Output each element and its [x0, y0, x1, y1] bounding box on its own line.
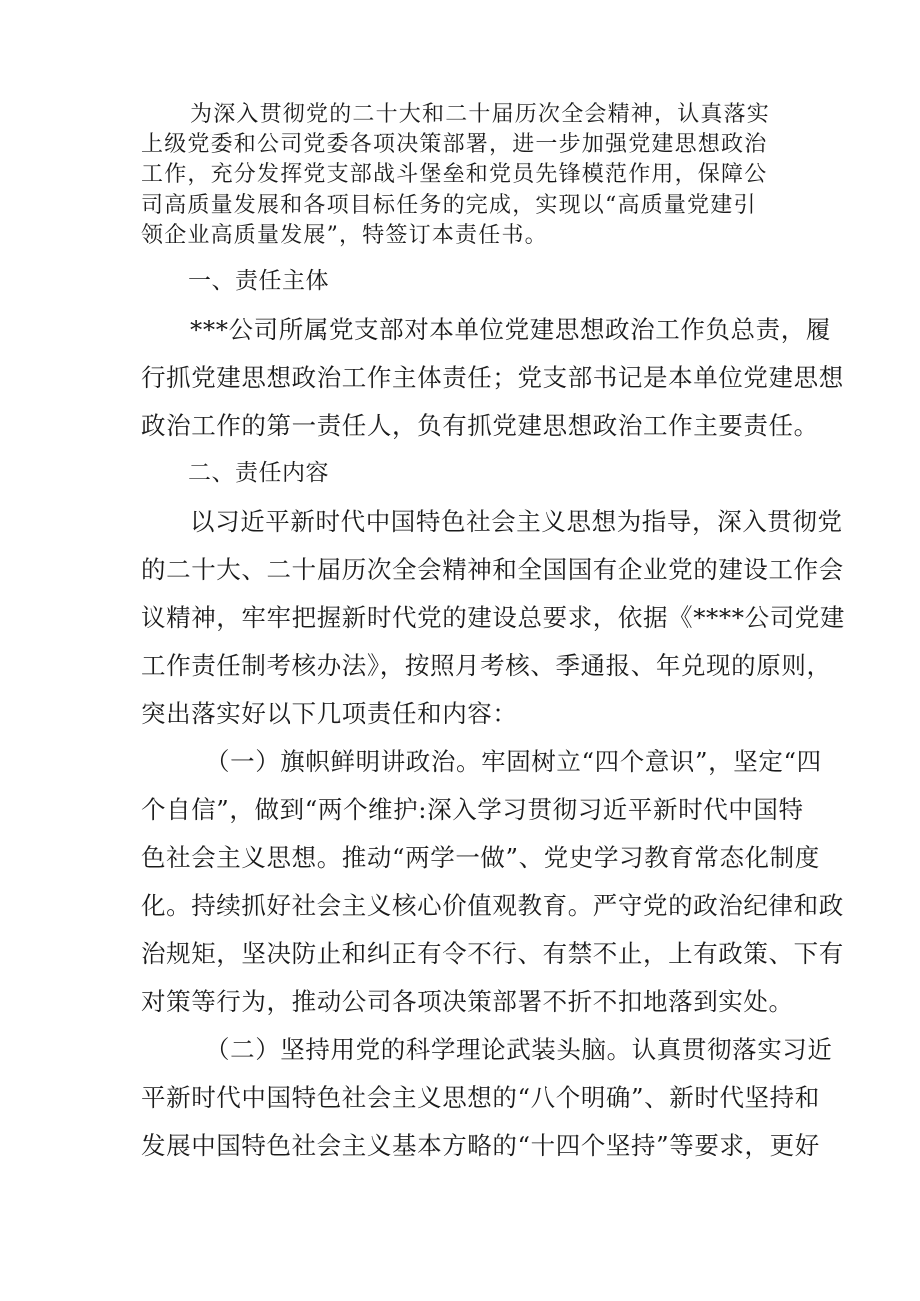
paragraph-line: 化。持续抓好社会主义核心价值观教育。严守党的政治纪律和政	[141, 891, 844, 920]
intro-line: 司高质量发展和各项目标任务的完成，实现以“高质量党建引	[141, 193, 757, 218]
paragraph-line: ***公司所属党支部对本单位党建思想政治工作负总责，履	[190, 315, 831, 344]
paragraph-line: 个自信”，做到“两个维护:深入学习贯彻习近平新时代中国特	[141, 795, 804, 824]
section-heading: 一、责任主体	[188, 268, 329, 294]
paragraph-line: 行抓党建思想政治工作主体责任；党支部书记是本单位党建思想	[141, 363, 844, 392]
intro-line: 上级党委和公司党委各项决策部署，进一步加强党建思想政治	[141, 132, 768, 157]
intro-line: 工作，充分发挥党支部战斗堡垒和党员先锋模范作用，保障公	[141, 162, 768, 187]
paragraph-line: 的二十大、二十届历次全会精神和全国国有企业党的建设工作会	[141, 555, 844, 584]
paragraph-line: 工作责任制考核办法》，按照月考核、季通报、年兑现的原则，	[141, 651, 832, 680]
paragraph-line: 治规矩，坚决防止和纠正有令不行、有禁不止，上有政策、下有	[141, 939, 844, 968]
paragraph-line: 突出落实好以下几项责任和内容：	[141, 699, 518, 728]
intro-line: 为深入贯彻党的二十大和二十届历次全会精神，认真落实	[190, 102, 771, 127]
paragraph-line: 议精神，牢牢把握新时代党的建设总要求，依据《****公司党建	[141, 603, 845, 632]
paragraph-line: 对策等行为，推动公司各项决策部署不折不扣地落到实处。	[141, 987, 794, 1016]
intro-line: 领企业高质量发展”，特签订本责任书。	[141, 223, 548, 248]
paragraph-line: 色社会主义思想。推动“两学一做”、党史学习教育常态化制度	[141, 843, 820, 872]
paragraph-line: 平新时代中国特色社会主义思想的“八个明确”、新时代坚持和	[141, 1083, 820, 1112]
paragraph-line: 发展中国特色社会主义基本方略的“十四个坚持”等要求，更好	[141, 1131, 820, 1160]
paragraph-line: 政治工作的第一责任人，负有抓党建思想政治工作主要责任。	[141, 411, 819, 440]
paragraph-line: （二）坚持用党的科学理论武装头脑。认真贯彻落实习近	[205, 1035, 833, 1064]
paragraph-line: 以习近平新时代中国特色社会主义思想为指导，深入贯彻党	[190, 507, 843, 536]
paragraph-line: （一）旗帜鲜明讲政治。牢固树立“四个意识”，坚定“四	[205, 747, 822, 776]
section-heading: 二、责任内容	[188, 460, 329, 486]
